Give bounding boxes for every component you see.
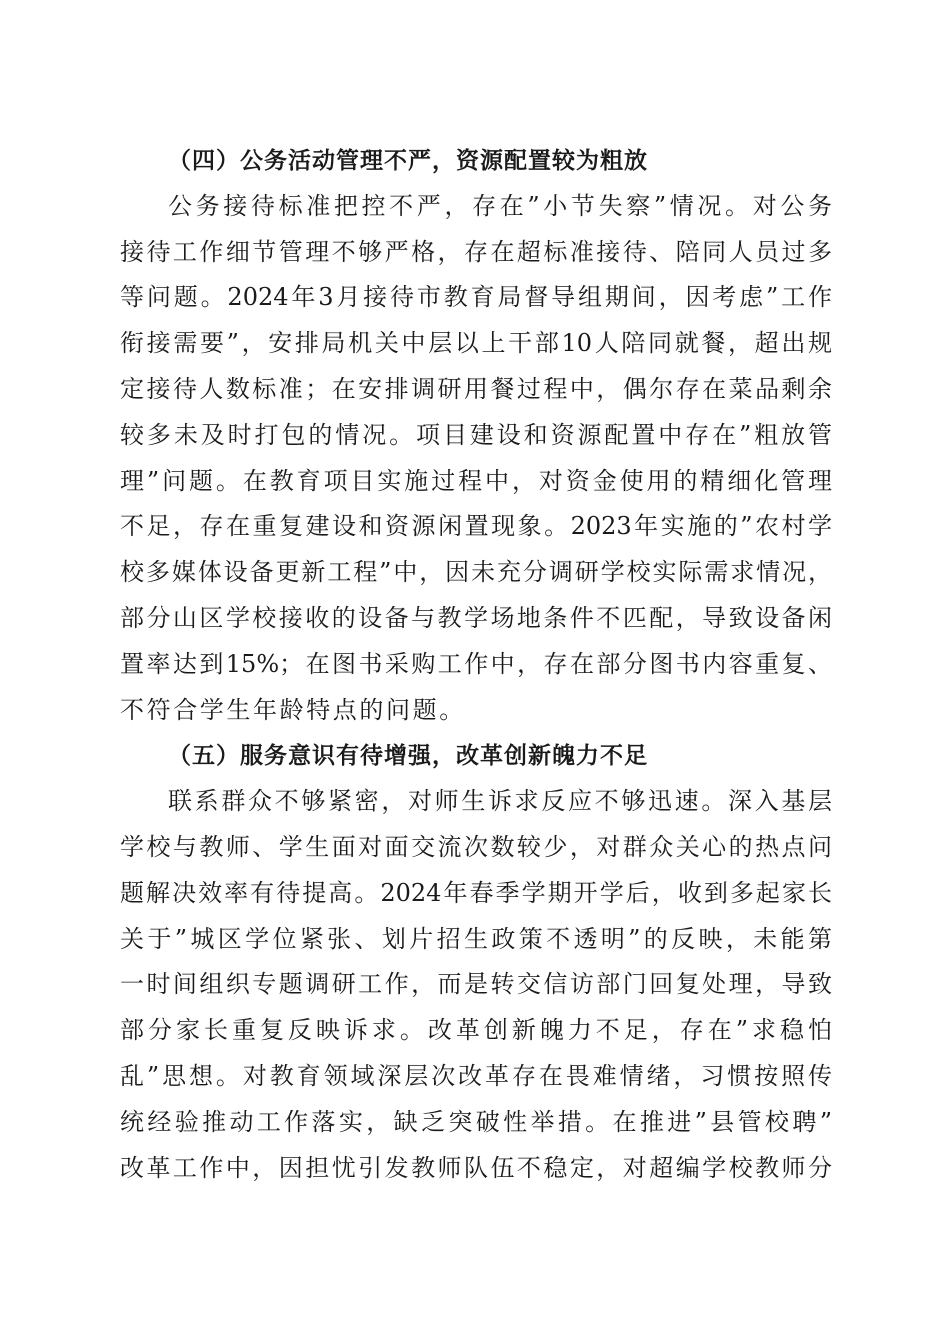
section-4-line-7: 理”问题。在教育项目实施过程中，对资金使用的精细化管理 <box>120 466 832 495</box>
section-4-line-8: 不足，存在重复建设和资源闲置现象。2023年实施的”农村学 <box>120 512 832 541</box>
section-4-heading: （四）公务活动管理不严，资源配置较为粗放 <box>168 147 648 174</box>
section-4-line-9: 校多媒体设备更新工程”中，因未充分调研学校实际需求情况， <box>120 558 832 587</box>
section-5-line-9: 改革工作中，因担忧引发教师队伍不稳定，对超编学校教师分 <box>120 1153 832 1182</box>
section-5-line-7: 乱”思想。对教育领域深层次改革存在畏难情绪，习惯按照传 <box>120 1061 832 1090</box>
section-5-line-3: 题解决效率有待提高。2024年春季学期开学后，收到多起家长 <box>120 878 832 907</box>
section-5-line-8: 统经验推动工作落实，缺乏突破性举措。在推进”县管校聘” <box>120 1107 832 1136</box>
section-4-line-2: 接待工作细节管理不够严格，存在超标准接待、陪同人员过多 <box>120 237 832 266</box>
section-5-heading: （五）服务意识有待增强，改革创新魄力不足 <box>168 742 648 770</box>
section-4-line-10: 部分山区学校接收的设备与教学场地条件不匹配，导致设备闲 <box>120 603 832 632</box>
section-5-line-5: 一时间组织专题调研工作，而是转交信访部门回复处理，导致 <box>120 970 832 999</box>
document-body <box>120 138 832 1191</box>
section-5-line-4: 关于”城区学位紧张、划片招生政策不透明”的反映，未能第 <box>120 924 832 953</box>
section-4-line-1: 公务接待标准把控不严，存在”小节失察”情况。对公务 <box>168 191 832 220</box>
section-5-line-6: 部分家长重复反映诉求。改革创新魄力不足，存在”求稳怕 <box>120 1016 832 1045</box>
section-4-line-11: 置率达到15%；在图书采购工作中，存在部分图书内容重复、 <box>120 649 832 678</box>
section-4-line-6: 较多未及时打包的情况。项目建设和资源配置中存在”粗放管 <box>120 420 832 449</box>
section-5-line-2: 学校与教师、学生面对面交流次数较少，对群众关心的热点问 <box>120 832 832 861</box>
section-4-line-3: 等问题。2024年3月接待市教育局督导组期间，因考虑”工作 <box>120 283 832 312</box>
section-4-line-5: 定接待人数标准；在安排调研用餐过程中，偶尔存在菜品剩余 <box>120 374 832 403</box>
section-4-line-4: 衔接需要”，安排局机关中层以上干部10人陪同就餐，超出规 <box>120 329 832 358</box>
section-4-line-12: 不符合学生年龄特点的问题。 <box>120 695 466 724</box>
section-5-line-1: 联系群众不够紧密，对师生诉求反应不够迅速。深入基层 <box>168 787 832 816</box>
